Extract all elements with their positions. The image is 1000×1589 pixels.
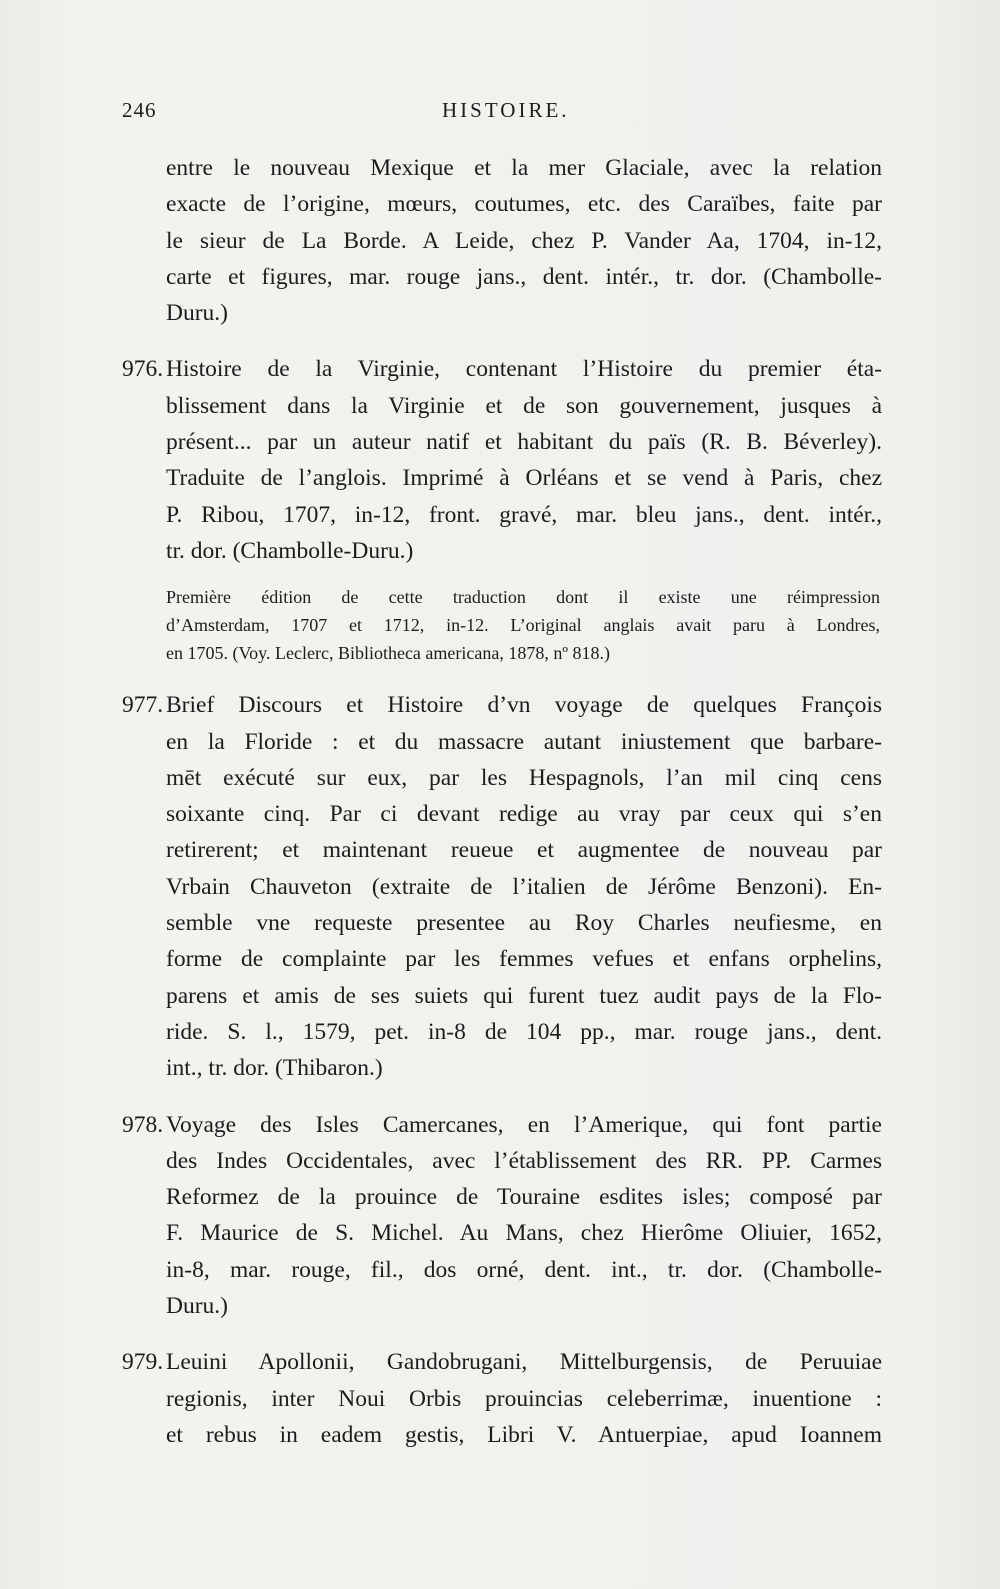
entry-number: 976. bbox=[122, 356, 164, 383]
text-line: carte et figures, mar. rouge jans., dent. intér., tr. dor. (Chambolle- bbox=[166, 263, 882, 290]
spacer bbox=[122, 331, 882, 351]
entry-number: 979. bbox=[122, 1349, 164, 1376]
text-line: regionis, inter Noui Orbis prouincias celeberrimæ, inuentione : bbox=[166, 1385, 882, 1412]
entry-977 bbox=[122, 687, 882, 1086]
text-line bbox=[122, 687, 882, 723]
section-title: HISTOIRE. bbox=[442, 98, 570, 122]
entry-975-continuation bbox=[122, 150, 882, 331]
entry-note bbox=[122, 583, 882, 667]
text-line: Duru.) bbox=[166, 300, 228, 327]
text-line: en la Floride : et du massacre autant iniustement que barbare- bbox=[166, 728, 882, 755]
text-line: in-8, mar. rouge, fil., dos orné, dent. int., tr. dor. (Chambolle- bbox=[166, 1256, 882, 1283]
entry-978 bbox=[122, 1107, 882, 1325]
text-line: forme de complainte par les femmes vefues et enfans orphelins, bbox=[166, 946, 882, 973]
text-line: tr. dor. (Chambolle-Duru.) bbox=[166, 537, 414, 564]
text-line: P. Ribou, 1707, in-12, front. gravé, mar. bleu jans., dent. intér., bbox=[166, 501, 882, 528]
text-line: Duru.) bbox=[166, 1293, 228, 1320]
text-line: soixante cinq. Par ci devant redige au vray par ceux qui s’en bbox=[166, 801, 882, 828]
text-line: semble vne requeste presentee au Roy Charles neufiesme, en bbox=[166, 910, 882, 937]
note-line: en 1705. (Voy. Leclerc, Bibliotheca americana, 1878, nº 818.) bbox=[166, 643, 610, 664]
text-line: exacte de l’origine, mœurs, coutumes, etc. des Caraïbes, faite par bbox=[166, 191, 882, 218]
note-line: Première édition de cette traduction dont il existe une réimpression bbox=[166, 587, 880, 608]
text-line bbox=[122, 1107, 882, 1143]
text-line: F. Maurice de S. Michel. Au Mans, chez Hierôme Oliuier, 1652, bbox=[166, 1220, 882, 1247]
entry-text: Voyage des Isles Camercanes, en l’Amerique, qui font partie bbox=[166, 1111, 882, 1138]
text-line: Reformez de la prouince de Touraine esdites isles; composé par bbox=[166, 1184, 882, 1211]
text-line: le sieur de La Borde. A Leide, chez P. Vander Aa, 1704, in-12, bbox=[166, 227, 882, 254]
entry-979 bbox=[122, 1344, 882, 1453]
entry-number: 977. bbox=[122, 692, 164, 719]
entry-number: 978. bbox=[122, 1111, 164, 1138]
text-line: blissement dans la Virginie et de son gouvernement, jusques à bbox=[166, 392, 882, 419]
text-line bbox=[122, 351, 882, 387]
spacer bbox=[122, 667, 882, 687]
entry-text: Histoire de la Virginie, contenant l’Histoire du premier éta- bbox=[166, 356, 882, 383]
text-line: présent... par un auteur natif et habitant du païs (R. B. Béverley). bbox=[166, 429, 882, 456]
body-text bbox=[122, 150, 882, 1453]
entry-976 bbox=[122, 351, 882, 667]
text-line: int., tr. dor. (Thibaron.) bbox=[166, 1055, 383, 1082]
spacer bbox=[122, 1324, 882, 1344]
spacer bbox=[122, 569, 882, 583]
spacer bbox=[122, 1087, 882, 1107]
text-line: mēt exécuté sur eux, par les Hespagnols, l’an mil cinq cens bbox=[166, 764, 882, 791]
text-line: Vrbain Chauveton (extraite de l’italien de Jérôme Benzoni). En- bbox=[166, 873, 882, 900]
note-line: d’Amsterdam, 1707 et 1712, in-12. L’original anglais avait paru à Londres, bbox=[166, 615, 880, 636]
text-line: Traduite de l’anglois. Imprimé à Orléans et se vend à Paris, chez bbox=[166, 465, 882, 492]
entry-text: Leuini Apollonii, Gandobrugani, Mittelburgensis, de Peruuiae bbox=[166, 1349, 882, 1376]
running-head bbox=[122, 98, 882, 128]
text-line: parens et amis de ses suiets qui furent tuez audit pays de la Flo- bbox=[166, 982, 882, 1009]
text-line bbox=[122, 1344, 882, 1380]
text-line: et rebus in eadem gestis, Libri V. Antuerpiae, apud Ioannem bbox=[166, 1421, 882, 1448]
text-line: ride. S. l., 1579, pet. in-8 de 104 pp., mar. rouge jans., dent. bbox=[166, 1018, 882, 1045]
text-line: des Indes Occidentales, avec l’établissement des RR. PP. Carmes bbox=[166, 1147, 882, 1174]
text-line: retirerent; et maintenant reueue et augmentee de nouveau par bbox=[166, 837, 882, 864]
page-number: 246 bbox=[122, 98, 157, 122]
entry-text: Brief Discours et Histoire d’vn voyage de quelques François bbox=[166, 692, 882, 719]
text-line: entre le nouveau Mexique et la mer Glaciale, avec la relation bbox=[166, 155, 882, 181]
